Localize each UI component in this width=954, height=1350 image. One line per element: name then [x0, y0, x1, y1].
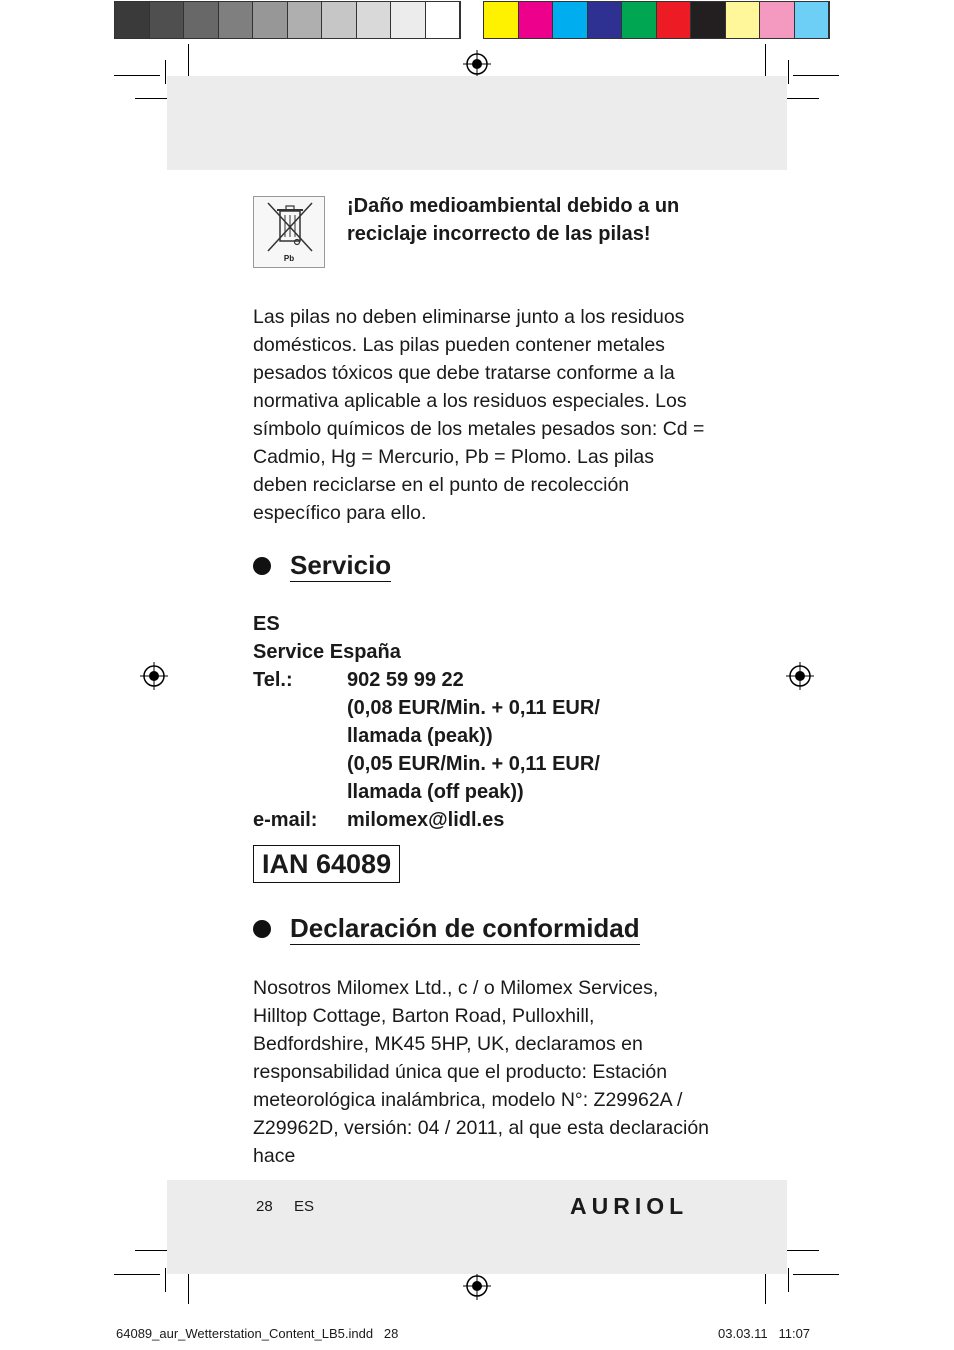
battery-warning-title: ¡Daño medioambiental debido a un reciclaje incorrecto de las pilas!	[347, 195, 680, 245]
page-number: 28	[256, 1198, 273, 1215]
service-tel-row	[253, 778, 667, 806]
trim-mark	[788, 60, 789, 84]
trim-mark	[114, 1274, 160, 1275]
email-label: e-mail:	[253, 809, 318, 831]
tel-number: 902 59 99 22	[347, 669, 464, 691]
registration-mark-icon	[463, 1272, 491, 1300]
color-swatch	[253, 2, 288, 38]
color-swatch	[726, 2, 761, 38]
trim-mark	[114, 75, 160, 76]
gray-color-bar	[114, 1, 461, 39]
cmyk-color-bar	[483, 1, 830, 39]
file-date: 03.03.11 11:07	[718, 1326, 811, 1341]
service-title: Servicio	[290, 550, 392, 580]
service-tel-row	[253, 694, 667, 722]
tel-label: Tel.:	[253, 669, 293, 691]
page-header-band	[167, 76, 787, 170]
trim-mark	[165, 60, 166, 84]
color-swatch	[657, 2, 692, 38]
color-swatch	[588, 2, 623, 38]
service-heading	[253, 550, 391, 582]
page-footer-band	[167, 1180, 787, 1274]
service-tel-row	[253, 722, 667, 750]
service-tel-row	[253, 750, 667, 778]
conformity-title: Declaración de conformidad	[290, 913, 640, 943]
color-swatch	[115, 2, 150, 38]
color-swatch	[622, 2, 657, 38]
weee-pb-label: Pb	[283, 254, 295, 263]
tel-rate-peak-cont: llamada (peak))	[347, 725, 493, 747]
service-name: Service España	[253, 641, 401, 663]
trim-mark	[188, 44, 189, 80]
color-swatch	[391, 2, 426, 38]
conformity-heading	[253, 913, 640, 945]
tel-rate-offpeak: (0,05 EUR/Min. + 0,11 EUR/	[347, 753, 600, 775]
file-info: 64089_aur_Wetterstation_Content_LB5.indd 28	[116, 1326, 399, 1341]
battery-paragraph: Las pilas no deben eliminarse junto a los residuos domésticos. Las pilas pueden contener metales pesados tóxicos que debe tratarse conforme a la normativa aplicable a los residuos especiales. Los símbolo químicos de los metales pesados son: Cd = Cadmio, Hg = Mercurio, Pb = Plomo. Las pilas deben reciclarse en el punto de recolección específico para ello.	[253, 306, 705, 524]
service-email-row	[253, 806, 667, 834]
page-language: ES	[294, 1198, 315, 1215]
ian-number: IAN 64089	[253, 845, 400, 883]
color-swatch	[357, 2, 392, 38]
trim-mark	[165, 1268, 166, 1292]
color-swatch	[760, 2, 795, 38]
weee-symbol	[253, 196, 325, 268]
color-swatch	[150, 2, 185, 38]
service-tel-row	[253, 666, 667, 694]
color-swatch	[795, 2, 830, 38]
registration-mark-icon	[140, 662, 168, 690]
color-swatch	[553, 2, 588, 38]
color-swatch	[426, 2, 461, 38]
bullet-icon	[253, 920, 271, 938]
service-country: ES	[253, 613, 280, 635]
color-swatch	[322, 2, 357, 38]
auriol-logo: AURIOL	[570, 1193, 689, 1219]
color-swatch	[691, 2, 726, 38]
tel-rate-peak: (0,08 EUR/Min. + 0,11 EUR/	[347, 697, 600, 719]
color-swatch	[184, 2, 219, 38]
registration-mark-icon	[463, 50, 491, 78]
tel-rate-offpeak-cont: llamada (off peak))	[347, 781, 524, 803]
trim-mark	[765, 44, 766, 80]
email-address[interactable]: milomex@lidl.es	[347, 809, 505, 831]
trim-mark	[788, 1268, 789, 1292]
bullet-icon	[253, 557, 271, 575]
crossed-bin-icon	[254, 197, 326, 257]
registration-mark-icon	[786, 662, 814, 690]
conformity-paragraph: Nosotros Milomex Ltd., c / o Milomex Services, Hilltop Cottage, Barton Road, Pulloxhill, Bedfordshire, MK45 5HP, UK, declaramos en responsabilidad única que el producto: Estación meteorológica inalámbrica, modelo N°: Z29962A / Z29962D, versión: 04 / 2011, al que esta declaración hace	[253, 977, 710, 1167]
color-swatch	[519, 2, 554, 38]
trim-mark	[793, 1274, 839, 1275]
color-swatch	[484, 2, 519, 38]
color-swatch	[288, 2, 323, 38]
color-swatch	[219, 2, 254, 38]
trim-mark	[793, 75, 839, 76]
